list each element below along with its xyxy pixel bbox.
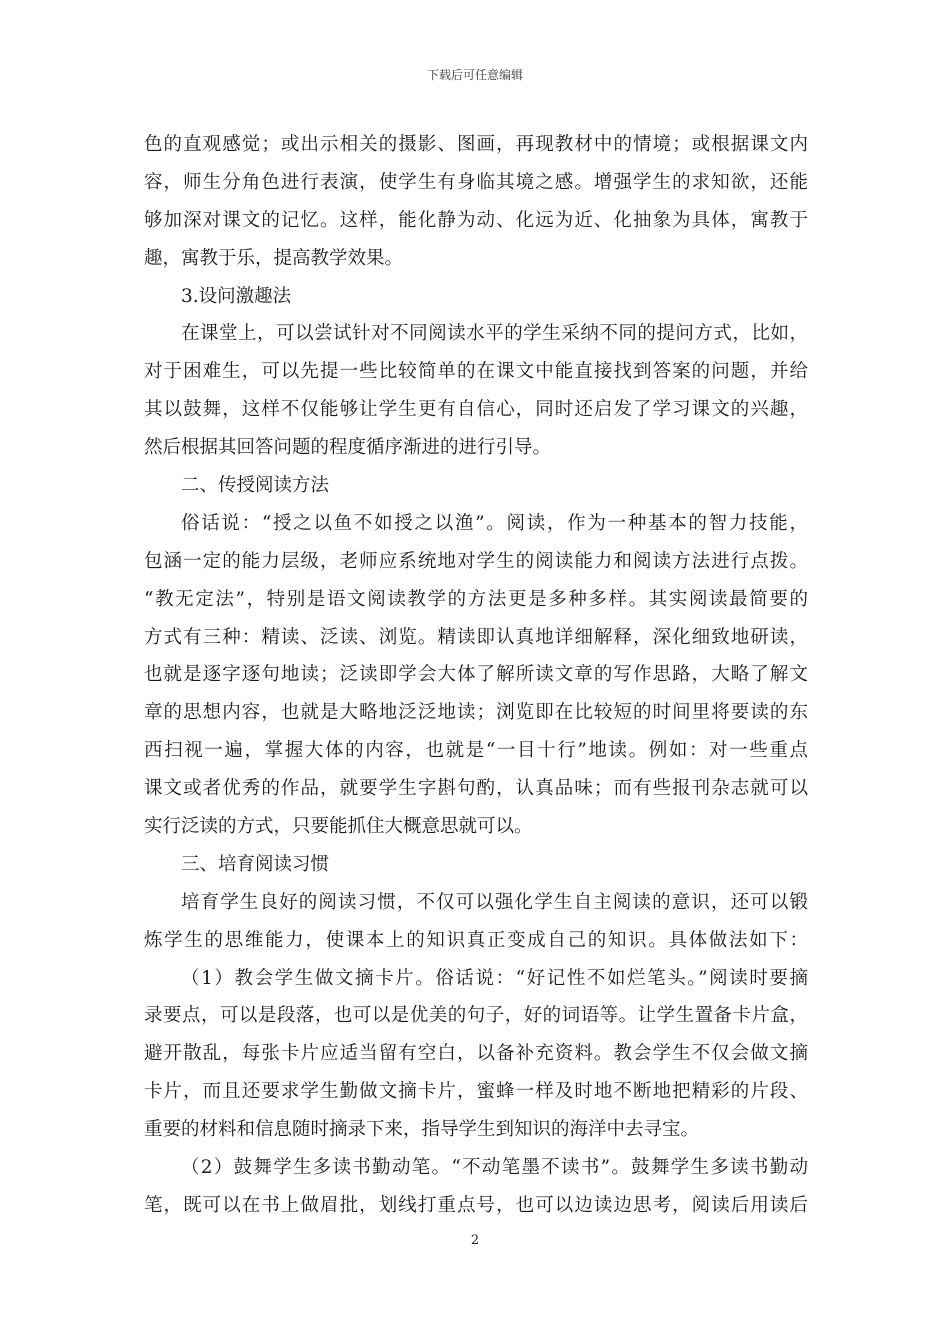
section-heading: 三、培育阅读习惯	[181, 853, 330, 875]
text-line: 俗话说：“授之以鱼不如授之以渔”。阅读，作为一种基本的智力技能，	[181, 512, 808, 534]
text-line: 章的思想内容，也就是大略地泛泛地读；浏览即在比较短的时间里将要读的东	[144, 702, 808, 724]
text-line: 趣，寓教于乐，提高教学效果。	[144, 247, 404, 269]
text-line: 重要的材料和信息随时摘录下来，指导学生到知识的海洋中去寻宝。	[144, 1119, 700, 1141]
text-line: 也就是逐字逐句地读；泛读即学会大体了解所读文章的写作思路，大略了解文	[144, 664, 808, 686]
text-line: 对于困难生，可以先提一些比较简单的在课文中能直接找到答案的问题，并给	[144, 361, 808, 383]
text-line: 课文或者优秀的作品，就要学生字斟句酌，认真品味；而有些报刊杂志就可以	[144, 778, 808, 800]
text-line: 西扫视一遍，掌握大体的内容，也就是“一目十行”地读。例如：对一些重点	[144, 740, 808, 762]
text-line: 然后根据其回答问题的程度循序渐进的进行引导。	[144, 437, 552, 459]
section-heading: 二、传授阅读方法	[181, 475, 330, 497]
text-line: 方式有三种：精读、泛读、浏览。精读即认真地详细解释，深化细致地研读，	[144, 626, 808, 648]
section-heading: 3.设问激趣法	[181, 285, 292, 307]
page-header-note: 下载后可任意编辑	[426, 68, 523, 82]
text-line: 培育学生良好的阅读习惯，不仅可以强化学生自主阅读的意识，还可以锻	[181, 891, 808, 913]
text-line: （1）教会学生做文摘卡片。俗话说：“好记性不如烂笔头。”阅读时要摘	[181, 967, 808, 989]
text-line: 其以鼓舞，这样不仅能够让学生更有自信心，同时还启发了学习课文的兴趣，	[144, 399, 808, 421]
text-line: 笔，既可以在书上做眉批，划线打重点号，也可以边读边思考，阅读后用读后	[144, 1194, 808, 1216]
text-line: 够加深对课文的记忆。这样，能化静为动、化远为近、化抽象为具体，寓教于	[144, 209, 808, 231]
text-line: 包涵一定的能力层级，老师应系统地对学生的阅读能力和阅读方法进行点拨。	[144, 550, 808, 572]
text-line: 炼学生的思维能力，使课本上的知识真正变成自己的知识。具体做法如下：	[144, 929, 808, 951]
text-line: 避开散乱，每张卡片应适当留有空白，以备补充资料。教会学生不仅会做文摘	[144, 1043, 808, 1065]
text-line: 实行泛读的方式，只要能抓住大概意思就可以。	[144, 816, 533, 838]
text-line: 录要点，可以是段落，也可以是优美的句子，好的词语等。让学生置备卡片盒，	[144, 1005, 808, 1027]
document-body	[144, 126, 808, 1225]
text-line: “教无定法”，特别是语文阅读教学的方法更是多种多样。其实阅读最简要的	[144, 588, 808, 610]
text-line: 容，师生分角色进行表演，使学生有身临其境之感。增强学生的求知欲，还能	[144, 171, 808, 193]
text-line: （2）鼓舞学生多读书勤动笔。“不动笔墨不读书”。鼓舞学生多读书勤动	[181, 1157, 808, 1179]
text-line: 色的直观感觉；或出示相关的摄影、图画，再现教材中的情境；或根据课文内	[144, 134, 808, 155]
page-number: 2	[470, 1233, 480, 1248]
text-line: 卡片，而且还要求学生勤做文摘卡片，蜜蜂一样及时地不断地把精彩的片段、	[144, 1081, 808, 1103]
text-line: 在课堂上，可以尝试针对不同阅读水平的学生采纳不同的提问方式，比如，	[181, 323, 808, 345]
